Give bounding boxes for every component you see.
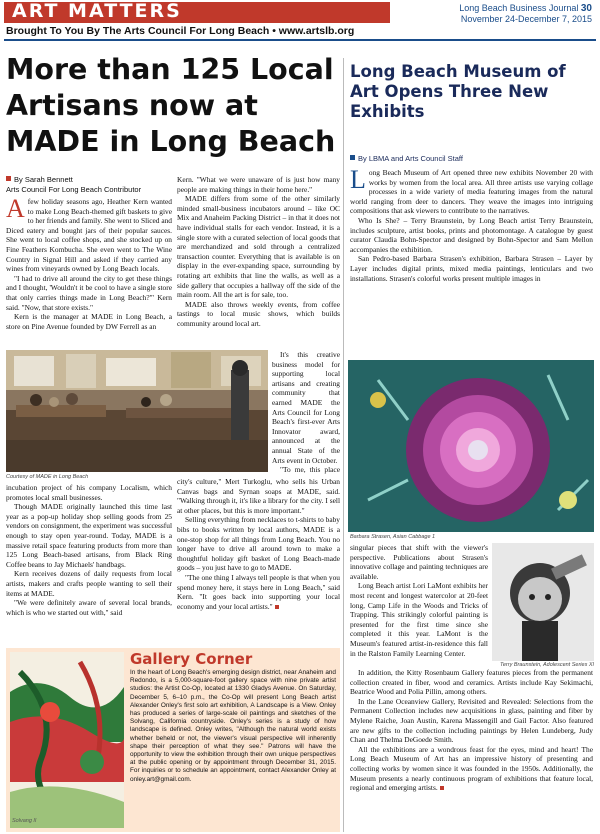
side-drop-cap: L <box>350 168 366 194</box>
solvang-painting <box>10 652 124 828</box>
main-byline-role: Arts Council For Long Beach Contributor <box>6 185 142 194</box>
main-col2-after-1: city's culture," Mert Turkoglu, who sells his Urban Canvas bags and Syrnan soaps at MADE, said. "Walking through it, it's like a library for the city. I sell at other places, but this is more important." <box>177 477 340 515</box>
made-store-illustration <box>6 350 268 472</box>
main-col1-p3: Kern is the manager at MADE in Long Beach, a store on Pine Avenue founded by DW Ferrell as an <box>6 312 172 331</box>
side-byline: By LBMA and Arts Council Staff <box>358 154 463 163</box>
side-p7: In the Lane Oceanview Gallery, Revisited and Revealed: Selections from the Permanent Collection includes new acquisitions in glass, painting and fiber by Mylene Raiche, Joan Austin, Karena Massengill and Gail Factor. Also featured are new gifts to the collection including paintings by Helen Lundeberg, Judy Chan and Thelma DeGoede Smith. <box>350 696 593 745</box>
main-col1-bottom <box>6 483 172 645</box>
braunstein-artwork <box>492 543 594 661</box>
side-p8: All the exhibitions are a wondrous feast for the eyes, mind and heart! The Long Beach Museum of Art has an impressive history of presenting and collecting works by women since it was founded in the 1950s. Additionally, the Museum presents a nearly continuous program of exhibitions that feature local, regional and emerging artists. <box>350 744 593 793</box>
solvang-painting-illustration <box>10 652 124 828</box>
publication-info <box>459 3 592 25</box>
byline-marker <box>6 176 11 181</box>
made-photo-caption: Courtesy of MADE in Long Beach <box>6 474 89 480</box>
main-col1-p1: few holiday seasons ago, Heather Kern wanted to make Long Beach-themed gift baskets to give to her friends and family. She went to Sliced and Diced eatery and bought jars of their popular sauces. She went to local coffee shops, and she stocked up on Fine Feathers Kombucha. She even went to The Wine Country in Signal Hill and asked if they carried any wines from vineyards owned by Long Beach locals. <box>6 197 172 274</box>
issue-date: November 24-December 7, 2015 <box>460 14 592 24</box>
side-narrow-text <box>350 543 488 663</box>
gallery-corner-title: Gallery Corner <box>130 650 253 668</box>
side-bottom-text <box>350 668 593 830</box>
end-mark <box>275 605 279 609</box>
main-col1-after-2: Though MADE originally launched this time last year as a pop-up holiday shop selling goods from 25 vendors on consignment, the experiment was successful enough to stay open year-round. Today, MADE is a massive retail space featuring products from more than 125 Long Beach-based artisans, from Black Ring Coffee beans to Jay Michaels' handbags. <box>6 502 172 569</box>
side-byline-block <box>350 154 590 164</box>
main-col2-narrow-p1: It's this creative business model for supporting local artisans and creating community that earned MADE the Arts Council for Long Beach's first-ever Arts Innovator award, announced at the annual State of the Arts event in October. <box>272 350 340 465</box>
made-store-photo <box>6 350 268 472</box>
main-col2-p2: MADE differs from some of the other similarly minded small-business incubators around – like OC Mix and Anaheim Packing District – in that it does not have individual stalls for each vendor. Instead, it is a single store with a curated selection of local goods that are merchandized and sold through a centralized transaction counter. Everything that is available is on display in the ever-expanding space, surrounding by rotating art exhibits that line the walls, as well as a side gallery that occupies a hallway off the side of the main room. All the art is for sale, too. <box>177 194 340 300</box>
main-col2-top <box>177 175 340 347</box>
side-p5: Long Beach artist Lori LaMont exhibits her most recent and longest watercolor at 20-feet long, Camp Life in the Woods and Tricks of Trapping. This strikingly colorful painting is presented for the first time since she completed it this year. LaMont is the Museum's featured artist-in-residence this fall in the Ralston Family Learning Center. <box>350 581 488 658</box>
main-col2-narrow-p2: "To me, this place <box>280 465 340 474</box>
main-col1-after-1: incubation project of his company Localism, which promotes local small businesses. <box>6 483 172 502</box>
cabbage-caption: Barbara Strasen, Asian Cabbage 1 <box>350 534 436 540</box>
main-headline: More than 125 Local Artisans now at MADE in Long Beach <box>6 53 336 158</box>
side-p6: In addition, the Kitty Rosenbaum Gallery features pieces from the permanent collection created in fiber, wood and ceramics. Artists include Kay Sekimachi, Beatrice Wood and Polia Pillin, among others. <box>350 668 593 697</box>
main-col2-after-2: Selling everything from necklaces to t-shirts to baby bibs to books written by local authors, MADE is a one-stop shop for all things from Long Beach. You no longer have to drive all around town to make a thoughtful holiday gift basket of Long Beach-made goods – you just have to go to MADE. <box>177 515 340 573</box>
main-byline-block <box>6 175 171 195</box>
sponsor-line: Brought To You By The Arts Council For Long Beach • www.artslb.org <box>6 25 355 37</box>
side-end-mark <box>440 786 444 790</box>
main-byline: By Sarah Bennett <box>14 175 73 184</box>
side-p1: ong Beach Museum of Art opened three new exhibits November 20 with works by women from the local area. All three artists use varying collage processes in a wide variety of media featuring images from the natural world ranging from deer to dancers. They weave the images into intriguing compositions that ask viewers to contribute to the narratives. <box>350 168 593 216</box>
main-col1-top <box>6 197 172 347</box>
column-divider <box>343 58 344 832</box>
main-col2-bottom <box>177 477 340 645</box>
publication-name: Long Beach Business Journal <box>459 3 579 13</box>
header-rule <box>4 39 596 41</box>
side-byline-marker <box>350 155 355 160</box>
braunstein-illustration <box>492 543 594 661</box>
main-col2-p1: Kern. "What we were unaware of is just how many people are making things in their home here." <box>177 175 340 194</box>
main-col2-after-3: "The one thing I always tell people is that when you spend money here, it stays here in Long Beach," said Kern. "It goes back into supporting your local economy and your local artists." <box>177 572 340 611</box>
side-p2: Who Is She? – Terry Braunstein, by Long Beach artist Terry Braunstein, includes sculpture, artist books, prints and photomontage. A catalogue by guest curator Claudia Bohn-Spector and designed by Bohn-Spector and Sam Mellon accompanies the exhibition. <box>350 215 593 254</box>
braunstein-caption: Terry Braunstein, Adolescent Series XI <box>500 662 595 668</box>
drop-cap: A <box>6 197 25 223</box>
main-col1-after-3: Kern receives dozens of daily requests from local artists, makers and crafts people wanting to sell their items at MADE. <box>6 569 172 598</box>
side-p3: San Pedro-based Barbara Strasen's exhibition, Barbara Strasen – Layer by Layer includes digital prints, mixed media paintings, lenticulars and two installations. Strasen's colorful works present multiple images in <box>350 254 593 283</box>
cabbage-illustration <box>348 360 594 532</box>
side-headline: Long Beach Museum of Art Opens Three New Exhibits <box>350 62 566 121</box>
main-col2-narrow <box>272 350 340 474</box>
page-number: 30 <box>580 3 592 14</box>
main-col1-after-4: "We were definitely aware of several local brands, which is who we started out with," said <box>6 598 172 617</box>
main-col2-p3: MADE also throws weekly events, from coffee tastings to local music shows, which builds community around local art. <box>177 299 340 328</box>
section-title: ART MATTERS <box>12 0 182 22</box>
side-top-text <box>350 168 593 358</box>
cabbage-artwork <box>348 360 594 532</box>
solvang-caption: Solvang II <box>12 818 37 824</box>
side-p4: singular pieces that shift with the viewer's perspective. Publications about Strasen's innovative collage and painting techniques are available. <box>350 543 488 581</box>
gallery-corner-text: In the heart of Long Beach's emerging design district, near Anaheim and Redondo, is a 5,000-square-foot gallery space with nine private artist studios: the Artist Co-Op, located at 1330 Gladys Avenue. On Saturday, December 5, 6–10 p.m., the Co-Op will present Long Beach artist Alexander Onley's first solo art exhibition, A Landscape is a View. Onley has produced a series of large-scale oil paintings and sketches of the Solvang, California countryside. Onley's series is a study of how landscape is defined. Onley writes, "Although the natural world exists whether beheld or not, the viewer's visual perspective will inherently shape their perception of what they see." Patrons will have the opportunity to view the exhibition through their own unique perspectives at the public opening or by appointment through December 31, 2015. For inquiries or to schedule an appointment, contact Alexander Onley at onley.art@gmail.com. <box>130 669 336 783</box>
main-col1-p2: "I had to drive all around the city to get these things and I thought, 'Wouldn't it be cool to have a single store that only carries things made in Long Beach?'" Kern said. "Now, that store exists." <box>6 273 172 312</box>
